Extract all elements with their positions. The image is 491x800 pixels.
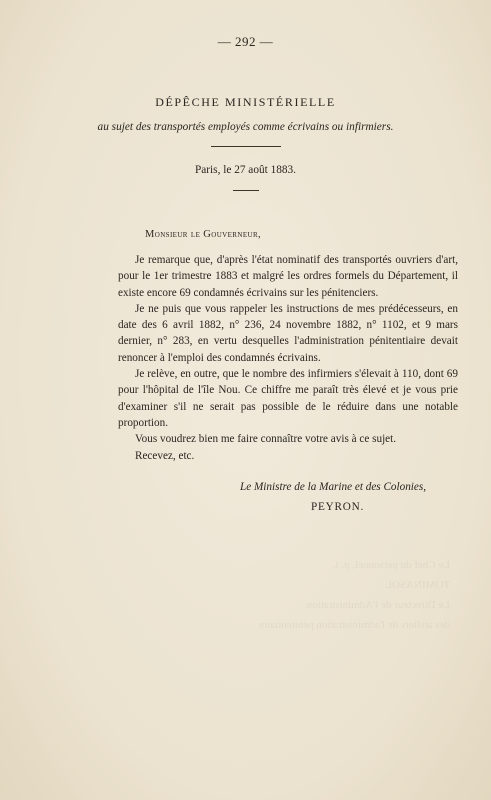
paragraph: Vous voudrez bien me faire connaître votre avis à ce sujet. xyxy=(135,433,397,446)
letter-body xyxy=(118,252,458,464)
paragraph: Je remarque que, d'après l'état nominatif des transportés ouvriers d'art, pour le 1er trimestre 1883 et malgré les ordres formels du Département, il existe encore 69 condamnés écrivains sur les pénitenciers. xyxy=(118,254,458,299)
date-rule xyxy=(233,190,259,191)
place-date: Paris, le 27 août 1883. xyxy=(194,164,297,176)
salutation: Monsieur le Gouverneur, xyxy=(145,229,262,240)
document-title: DÉPÊCHE MINISTÉRIELLE xyxy=(155,95,336,109)
document-subtitle: au sujet des transportés employés comme écrivains ou infirmiers. xyxy=(97,121,394,133)
signature-name: PEYRON. xyxy=(311,501,365,513)
bleed-through-text: Le Chef du personnel, p. i. TOMINASOL Le Directeur de l'Administration des ateliers de l'administration pénitentiaire xyxy=(258,559,450,631)
title-rule xyxy=(211,146,281,147)
closing-formula: Recevez, etc. xyxy=(135,449,195,462)
signature-role: Le Ministre de la Marine et des Colonies, xyxy=(240,481,427,493)
paragraph: Je relève, en outre, que le nombre des infirmiers s'élevait à 110, dont 69 pour l'hôpital de l'île Nou. Ce chiffre me paraît très élevé et je vous prie d'examiner s'il ne serait pas possible de le réduire dans une notable proportion. xyxy=(118,368,458,429)
paragraph: Je ne puis que vous rappeler les instructions de mes prédécesseurs, en date des 6 avril 1882, n° 236, 24 novembre 1882, n° 1102, et 9 mars dernier, n° 283, en vertu desquelles l'administration pénitentiaire devait renoncer à l'emploi des condamnés écrivains. xyxy=(118,302,458,364)
page-number: — 292 — xyxy=(217,34,274,49)
